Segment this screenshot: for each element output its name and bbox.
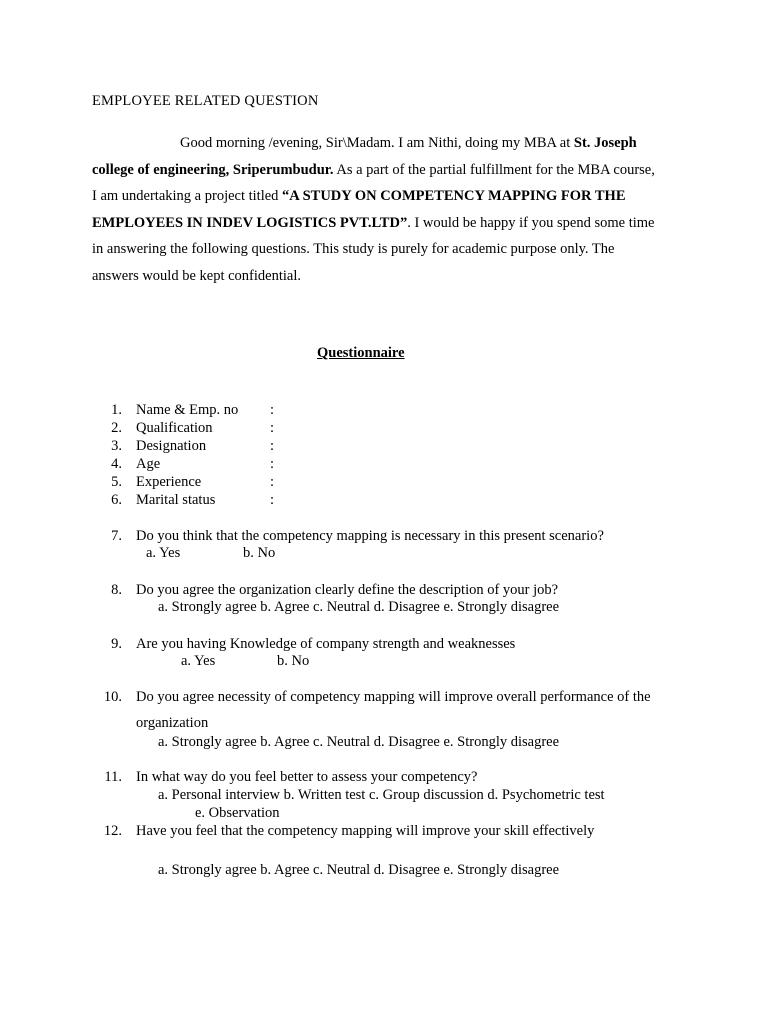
question-text: Do you agree the organization clearly define the description of your job?	[136, 582, 559, 598]
intro-line-2	[92, 157, 692, 184]
intro-text: . I would be happy if you spend some time	[407, 214, 655, 231]
question-text: Have you feel that the competency mapping will improve your skill effectively	[136, 823, 595, 839]
answer-options: a. Strongly agree b. Agree c. Neutral d. Disagree e. Strongly disagree	[158, 862, 560, 878]
answer-options: a. Strongly agree b. Agree c. Neutral d. Disagree e. Strongly disagree	[158, 734, 560, 750]
answer-options: a. Personal interview b. Written test c. Group discussion d. Psychometric test	[158, 787, 605, 803]
field-label: Experience	[136, 474, 202, 490]
intro-line-4	[92, 210, 692, 237]
item-number: 9.	[111, 636, 122, 652]
question-text: Are you having Knowledge of company strength and weaknesses	[136, 636, 516, 652]
item-number: 1.	[111, 402, 122, 418]
project-title: EMPLOYEES IN INDEV LOGISTICS PVT.LTD”	[92, 214, 408, 231]
question-text: Do you think that the competency mapping is necessary in this present scenario?	[136, 528, 604, 544]
field-label: Marital status	[136, 492, 216, 508]
question-text-continued: organization	[136, 715, 209, 731]
intro-line-5: in answering the following questions. This study is purely for academic purpose only. The	[92, 241, 615, 257]
intro-text: I am undertaking a project titled	[92, 188, 283, 204]
question-text: Do you agree necessity of competency mapping will improve overall performance of the	[136, 689, 651, 705]
item-number: 11.	[104, 769, 122, 785]
intro-text: Good morning /evening, Sir\Madam. I am Nithi, doing my MBA at	[180, 135, 574, 151]
college-name-part: St. Joseph	[573, 135, 637, 151]
field-colon: :	[270, 402, 275, 418]
item-number: 3.	[111, 438, 122, 454]
field-colon: :	[270, 420, 275, 436]
item-number: 2.	[111, 420, 122, 436]
intro-line-6: answers would be kept confidential.	[92, 267, 301, 284]
item-number: 8.	[111, 582, 122, 598]
answer-option: b. No	[243, 545, 276, 561]
field-colon: :	[270, 492, 275, 508]
item-number: 7.	[111, 528, 122, 544]
field-colon: :	[270, 474, 275, 490]
answer-option: a. Yes	[146, 545, 181, 561]
intro-line-3	[92, 183, 692, 210]
intro-text: As a part of the partial fulfillment for the MBA course,	[333, 161, 655, 178]
item-number: 10.	[103, 689, 122, 705]
item-number: 6.	[111, 492, 122, 508]
field-label: Designation	[136, 438, 207, 454]
field-colon: :	[270, 456, 275, 472]
answer-option: a. Yes	[181, 653, 216, 669]
item-number: 4.	[111, 456, 122, 472]
intro-paragraph	[92, 130, 692, 289]
project-title: “A STUDY ON COMPETENCY MAPPING FOR THE	[282, 188, 626, 204]
questionnaire-heading: Questionnaire	[317, 345, 405, 361]
document-title: EMPLOYEE RELATED QUESTION	[92, 93, 319, 109]
item-number: 5.	[111, 474, 122, 490]
question-text: In what way do you feel better to assess your competency?	[136, 769, 478, 785]
college-name: college of engineering, Sriperumbudur.	[92, 161, 334, 178]
field-label: Qualification	[136, 420, 213, 436]
answer-option: b. No	[277, 653, 310, 669]
answer-option: e. Observation	[195, 805, 280, 821]
intro-line-1	[92, 130, 692, 157]
answer-options: a. Strongly agree b. Agree c. Neutral d. Disagree e. Strongly disagree	[158, 599, 560, 615]
item-number: 12.	[103, 823, 122, 839]
field-label: Name & Emp. no	[136, 402, 239, 418]
field-label: Age	[136, 456, 161, 472]
field-colon: :	[270, 438, 275, 454]
